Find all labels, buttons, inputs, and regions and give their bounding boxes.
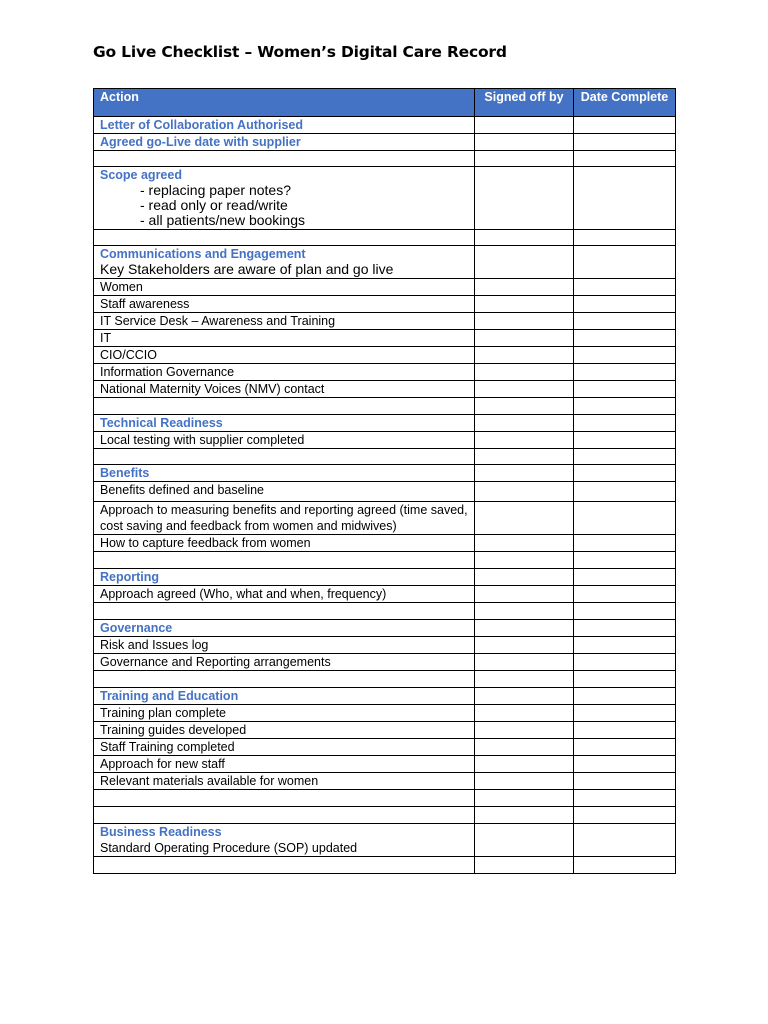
action-cell — [94, 246, 475, 279]
date-complete-cell[interactable] — [574, 449, 676, 465]
signed-off-by-cell[interactable] — [475, 807, 574, 824]
date-complete-cell[interactable] — [574, 502, 676, 535]
action-cell — [94, 824, 475, 857]
signed-off-by-cell[interactable] — [475, 465, 574, 482]
checklist-item: Benefits defined and baseline — [100, 483, 265, 497]
action-cell — [94, 482, 475, 502]
signed-off-by-cell[interactable] — [475, 482, 574, 502]
signed-off-by-cell[interactable] — [475, 230, 574, 246]
action-cell — [94, 535, 475, 552]
section-heading: Business Readiness — [100, 825, 222, 839]
signed-off-by-cell[interactable] — [475, 569, 574, 586]
date-complete-cell[interactable] — [574, 381, 676, 398]
signed-off-by-cell[interactable] — [475, 535, 574, 552]
section-heading: Letter of Collaboration Authorised — [100, 118, 304, 132]
checklist-item: IT — [100, 331, 112, 345]
signed-off-by-cell[interactable] — [475, 705, 574, 722]
signed-off-by-cell[interactable] — [475, 279, 574, 296]
signed-off-by-cell[interactable] — [475, 246, 574, 279]
date-complete-cell[interactable] — [574, 432, 676, 449]
table-row — [94, 415, 676, 432]
table-row — [94, 330, 676, 347]
date-complete-cell[interactable] — [574, 722, 676, 739]
signed-off-by-cell[interactable] — [475, 330, 574, 347]
blank-cell — [94, 398, 475, 415]
blank-cell — [94, 603, 475, 620]
table-row — [94, 773, 676, 790]
action-cell — [94, 654, 475, 671]
signed-off-by-cell[interactable] — [475, 552, 574, 569]
date-complete-cell[interactable] — [574, 671, 676, 688]
action-cell — [94, 347, 475, 364]
table-row — [94, 722, 676, 739]
signed-off-by-cell[interactable] — [475, 654, 574, 671]
checklist-item: Staff Training completed — [100, 740, 235, 754]
date-complete-cell[interactable] — [574, 857, 676, 874]
date-complete-cell[interactable] — [574, 739, 676, 756]
date-complete-cell[interactable] — [574, 246, 676, 279]
action-cell — [94, 381, 475, 398]
date-complete-cell[interactable] — [574, 586, 676, 603]
table-row — [94, 603, 676, 620]
go-live-checklist-table — [93, 88, 676, 874]
signed-off-by-cell[interactable] — [475, 167, 574, 230]
checklist-item: Governance and Reporting arrangements — [100, 655, 331, 669]
date-complete-cell[interactable] — [574, 705, 676, 722]
signed-off-by-cell[interactable] — [475, 502, 574, 535]
checklist-item: CIO/CCIO — [100, 348, 157, 362]
table-row — [94, 620, 676, 637]
table-row — [94, 671, 676, 688]
action-cell — [94, 756, 475, 773]
date-complete-cell[interactable] — [574, 330, 676, 347]
blank-cell — [94, 230, 475, 246]
action-cell — [94, 705, 475, 722]
signed-off-by-cell[interactable] — [475, 449, 574, 465]
date-complete-cell[interactable] — [574, 364, 676, 381]
checklist-item: Information Governance — [100, 365, 235, 379]
date-complete-cell[interactable] — [574, 756, 676, 773]
header-date-complete: Date Complete — [574, 89, 676, 117]
action-cell — [94, 773, 475, 790]
date-complete-cell[interactable] — [574, 313, 676, 330]
table-row — [94, 279, 676, 296]
action-cell — [94, 279, 475, 296]
checklist-item: Approach agreed (Who, what and when, frequency) — [100, 587, 387, 601]
date-complete-cell[interactable] — [574, 482, 676, 502]
checklist-item: Key Stakeholders are aware of plan and go live — [100, 261, 394, 277]
table-row — [94, 398, 676, 415]
table-row — [94, 296, 676, 313]
section-heading: Reporting — [100, 570, 160, 584]
date-complete-cell[interactable] — [574, 398, 676, 415]
date-complete-cell[interactable] — [574, 347, 676, 364]
table-row — [94, 756, 676, 773]
table-row — [94, 705, 676, 722]
scope-item: - replacing paper notes? — [140, 182, 291, 198]
table-row — [94, 449, 676, 465]
table-row — [94, 552, 676, 569]
action-cell — [94, 117, 475, 134]
header-action: Action — [94, 89, 475, 117]
table-row — [94, 586, 676, 603]
section-heading: Governance — [100, 621, 173, 635]
date-complete-cell[interactable] — [574, 465, 676, 482]
table-row — [94, 637, 676, 654]
checklist-item: Approach to measuring benefits and reporting agreed (time saved, cost saving and feedback from women and midwives) — [100, 503, 468, 533]
section-heading: Scope agreed — [100, 168, 182, 182]
action-cell — [94, 722, 475, 739]
signed-off-by-cell[interactable] — [475, 296, 574, 313]
checklist-item: Relevant materials available for women — [100, 774, 319, 788]
action-cell — [94, 134, 475, 151]
table-row — [94, 364, 676, 381]
checklist-item: Staff awareness — [100, 297, 190, 311]
action-cell — [94, 296, 475, 313]
checklist-item: IT Service Desk – Awareness and Training — [100, 314, 336, 328]
action-cell — [94, 620, 475, 637]
signed-off-by-cell[interactable] — [475, 637, 574, 654]
section-heading: Technical Readiness — [100, 416, 223, 430]
signed-off-by-cell[interactable] — [475, 756, 574, 773]
signed-off-by-cell[interactable] — [475, 134, 574, 151]
signed-off-by-cell[interactable] — [475, 415, 574, 432]
table-row — [94, 151, 676, 167]
date-complete-cell[interactable] — [574, 688, 676, 705]
date-complete-cell[interactable] — [574, 134, 676, 151]
action-cell — [94, 432, 475, 449]
checklist-item: Local testing with supplier completed — [100, 433, 305, 447]
action-cell — [94, 637, 475, 654]
date-complete-cell[interactable] — [574, 117, 676, 134]
checklist-item: Approach for new staff — [100, 757, 225, 771]
date-complete-cell[interactable] — [574, 167, 676, 230]
action-cell — [94, 330, 475, 347]
signed-off-by-cell[interactable] — [475, 620, 574, 637]
signed-off-by-cell[interactable] — [475, 824, 574, 857]
header-signed-off-by: Signed off by — [475, 89, 574, 117]
action-cell — [94, 313, 475, 330]
checklist-item: National Maternity Voices (NMV) contact — [100, 382, 325, 396]
action-cell — [94, 502, 475, 535]
signed-off-by-cell[interactable] — [475, 313, 574, 330]
blank-cell — [94, 807, 475, 824]
blank-cell — [94, 790, 475, 807]
blank-cell — [94, 671, 475, 688]
table-row — [94, 739, 676, 756]
signed-off-by-cell[interactable] — [475, 398, 574, 415]
signed-off-by-cell[interactable] — [475, 671, 574, 688]
action-cell — [94, 586, 475, 603]
date-complete-cell[interactable] — [574, 569, 676, 586]
date-complete-cell[interactable] — [574, 296, 676, 313]
blank-cell — [94, 151, 475, 167]
section-heading: Communications and Engagement — [100, 247, 306, 261]
table-row — [94, 569, 676, 586]
table-row — [94, 654, 676, 671]
date-complete-cell[interactable] — [574, 807, 676, 824]
signed-off-by-cell[interactable] — [475, 857, 574, 874]
signed-off-by-cell[interactable] — [475, 790, 574, 807]
table-row — [94, 432, 676, 449]
table-row — [94, 134, 676, 151]
action-cell — [94, 465, 475, 482]
table-row — [94, 347, 676, 364]
signed-off-by-cell[interactable] — [475, 688, 574, 705]
table-header-row — [94, 89, 676, 117]
scope-item: - all patients/new bookings — [140, 212, 305, 228]
table-row — [94, 167, 676, 230]
table-row — [94, 790, 676, 807]
table-row — [94, 381, 676, 398]
signed-off-by-cell[interactable] — [475, 432, 574, 449]
signed-off-by-cell[interactable] — [475, 364, 574, 381]
table-row — [94, 117, 676, 134]
date-complete-cell[interactable] — [574, 415, 676, 432]
blank-cell — [94, 449, 475, 465]
table-row — [94, 688, 676, 705]
action-cell — [94, 167, 475, 230]
signed-off-by-cell[interactable] — [475, 381, 574, 398]
table-row — [94, 482, 676, 502]
blank-cell — [94, 552, 475, 569]
signed-off-by-cell[interactable] — [475, 347, 574, 364]
table-row — [94, 246, 676, 279]
page-title: Go Live Checklist – Women’s Digital Care Record — [93, 43, 507, 61]
action-cell — [94, 569, 475, 586]
date-complete-cell[interactable] — [574, 620, 676, 637]
action-cell — [94, 415, 475, 432]
signed-off-by-cell[interactable] — [475, 603, 574, 620]
date-complete-cell[interactable] — [574, 637, 676, 654]
table-row — [94, 857, 676, 874]
table-row — [94, 230, 676, 246]
action-cell — [94, 364, 475, 381]
date-complete-cell[interactable] — [574, 824, 676, 857]
blank-cell — [94, 857, 475, 874]
section-heading: Training and Education — [100, 689, 239, 703]
signed-off-by-cell[interactable] — [475, 739, 574, 756]
date-complete-cell[interactable] — [574, 279, 676, 296]
table-row — [94, 502, 676, 535]
section-heading: Benefits — [100, 466, 150, 480]
date-complete-cell[interactable] — [574, 654, 676, 671]
signed-off-by-cell[interactable] — [475, 117, 574, 134]
signed-off-by-cell[interactable] — [475, 151, 574, 167]
signed-off-by-cell[interactable] — [475, 586, 574, 603]
date-complete-cell[interactable] — [574, 230, 676, 246]
signed-off-by-cell[interactable] — [475, 722, 574, 739]
signed-off-by-cell[interactable] — [475, 773, 574, 790]
action-cell — [94, 739, 475, 756]
scope-item: - read only or read/write — [140, 197, 288, 213]
action-cell — [94, 688, 475, 705]
checklist-item: Women — [100, 280, 143, 294]
table-row — [94, 824, 676, 857]
checklist-item: Training plan complete — [100, 706, 226, 720]
section-heading: Agreed go-Live date with supplier — [100, 135, 301, 149]
table-row — [94, 465, 676, 482]
date-complete-cell[interactable] — [574, 773, 676, 790]
date-complete-cell[interactable] — [574, 603, 676, 620]
table-row — [94, 535, 676, 552]
date-complete-cell[interactable] — [574, 535, 676, 552]
checklist-item: Training guides developed — [100, 723, 247, 737]
date-complete-cell[interactable] — [574, 151, 676, 167]
table-row — [94, 313, 676, 330]
checklist-item: How to capture feedback from women — [100, 536, 311, 550]
date-complete-cell[interactable] — [574, 790, 676, 807]
checklist-item: Risk and Issues log — [100, 638, 209, 652]
checklist-item: Standard Operating Procedure (SOP) updated — [100, 841, 358, 855]
date-complete-cell[interactable] — [574, 552, 676, 569]
table-row — [94, 807, 676, 824]
